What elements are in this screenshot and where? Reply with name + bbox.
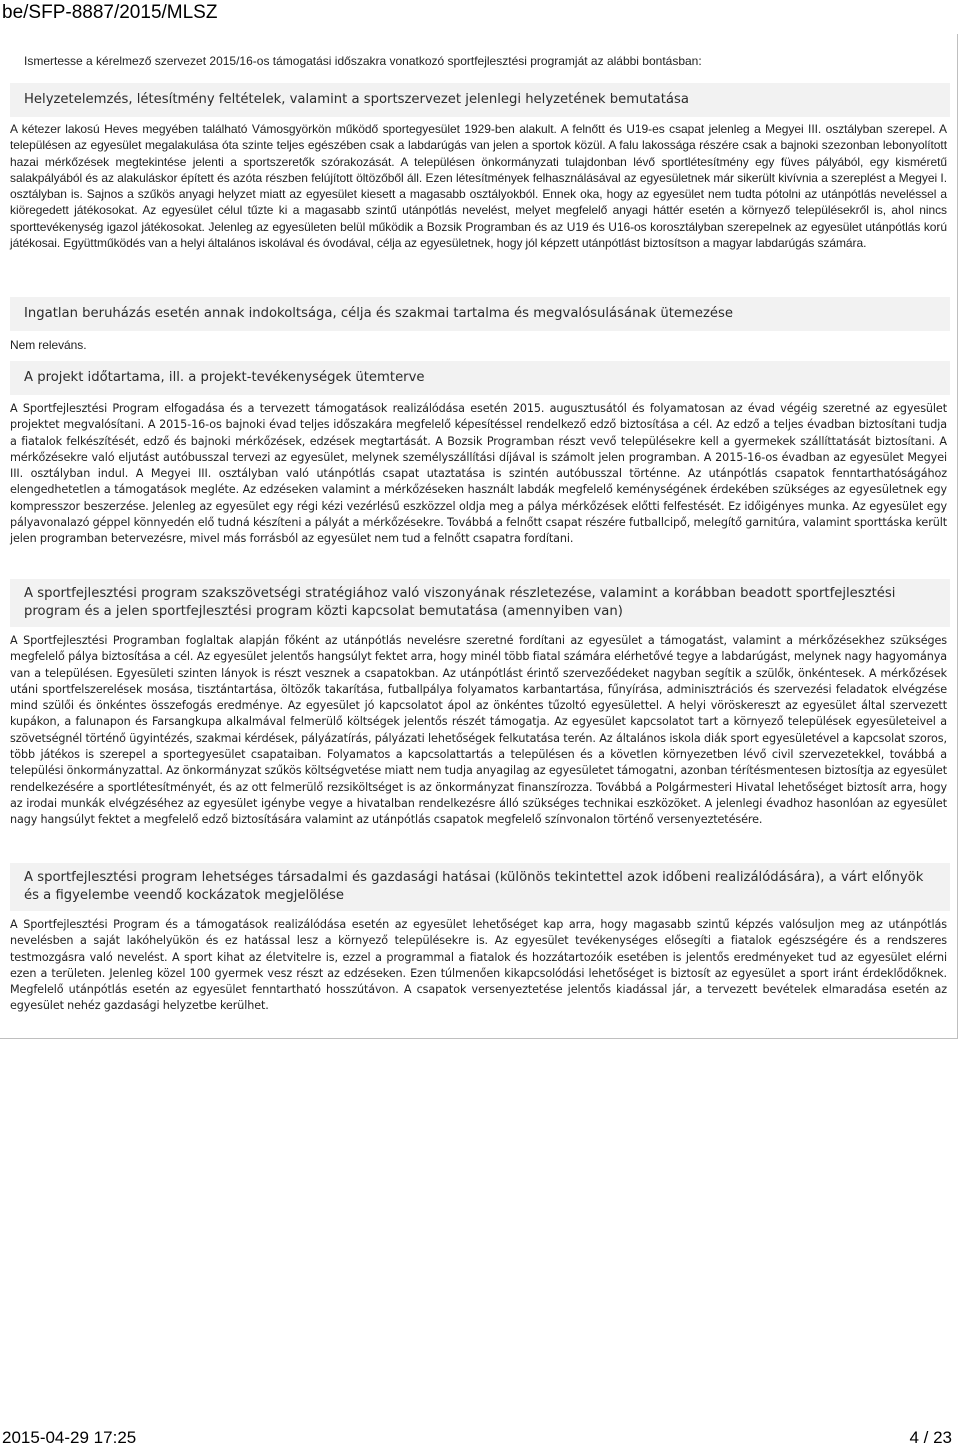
- section-title-situation-analysis: [10, 83, 950, 117]
- section-title-strategy-relation: [10, 579, 950, 627]
- page-footer: [0, 1428, 960, 1450]
- section-title-text: A sportfejlesztési program lehetséges társadalmi és gazdasági hatásai (különös tekintettel azok időbeni realizálódására), a várt előnyök és a figyelembe veendő kockázatok megjelölése: [24, 870, 924, 903]
- section-body-strategy-relation: A Sportfejlesztési Programban foglaltak alapján főként az utánpótlás nevelésre szeretné fordítani az egyesület a támogatást, valamint a mérkőzésekhez szükséges megfelelő pálya biztosítása a cél. Az egyesület jelentős hangsúlyt fektet arra, hogy minél több fiatal számára elérhetővé tegye a labdarúgást, melynek nagy hagyománya van a településen. Egyesületi szinten lányok is részt vesznek a csapatokban. Az utánpótlást érintő szervezőédeket nagyban segítik a szülők, önkéntesek. A mérkőzések utáni sportfelszerelések mosása, tisztántartása, öltözők takarítása, futballpálya folyamatos karbantartása, fűnyírása, adminisztrációs és szervezési feladatok elvégzése mind szülői és önkéntes összefogás eredménye. Az egyesület jó kapcsolatot ápol az önkéntes tűzoltó egyesülettel. A helyi vöröskereszt az egyesület által szervezett kupákon, a falunapon és Farsangkupa alkalmával felmerülő költségek jelentős részét támogatja. Az egyesület kapcsolatot tart a környező települések egyesületeivel a szövetségnél történő ügyintézés, szakmai kérdések, pályázatírás, pályázati lehetőségek felkutatása terén. Az általános iskola diák sport egyesületével a kapcsolat szoros, több játékos is szerepel a sportegyesület csapataiban. Folyamatos a kapcsolattartás a településen és a követlen környezetben lévő civil szervezetekkel, továbbá a települési önkormányzattal. Az önkormányzat szűkös költségvetése miatt nem tudja anyagilag az egyesületet támogatni, azonban térítésmentesen biztosítja az egyesület rendelkezésére a sportlétesítményét, és az ott felmerülő rezsiköltséget is az önkormányzat finanszírozza. Továbbá a Polgármesteri Hivatal lehetőséget biztosít arra, hogy az irodai munkák elvégzéséhez az egyesület igénybe vegye a hivatalban rendelkezésre álló szükséges technikai eszközöket. A jelenlegi évadhoz hasonlóan az egyesület nagy hangsúlyt fektet a megfelelő edző biztosítására valamint az utánpótlás csapatok megfelelő színvonalon történő versenyeztetésére.: [10, 634, 947, 827]
- section-body-property-investment: Nem releváns.: [10, 338, 87, 352]
- section-body-project-schedule: A Sportfejlesztési Program elfogadása és a tervezett támogatások realizálódása esetén 2015. augusztusától és folyamatosan az évad végéig szeretné az egyesület projektet megvalósítani. A 2015-16-os bajnoki évad teljes időszakára megfelelő képesítéssel rendelkező edző biztosítása a cél. Az edző a teljes évadban biztosítani tudja a fiatalok felkészítését, edző és bajnoki mérkőzések, edzések megtartását. A Bozsik Programban részt vevő településekre kell a gyermekek szállíttatását biztosítani. A mérkőzésekre való eljutást autóbusszal tervezi az egyesület, melynek személyszállítási díjával is számolt jelen programban. A 2015-16-os évadban az egyesület Megyei III. osztályban indul. A Megyei III. osztályban való utánpótlás csapat utaztatása is szintén autóbusszal történne. Az utánpótlás csapatok fenntarthatóságához elengedhetetlen a támogatások megléte. Az edzéseken valamint a mérkőzéseken használt labdák megfelelő keménységének érdekében szükséges az egyesületnek egy kompresszor beszerzése. Jelenleg az egyesület egy régi kézi vezérlésű eszközzel oldja meg a pálya mérkőzések előtti felfestését. Ez időigényes munka. Az egyesület egy pályavonalazó géppel könnyedén elő tudná készíteni a pályát a mérkőzésekre. Továbbá a felnőtt csapat részére futballcipő, melegítő garnitúra, valamint sporttáska került jelen programban betervezésre, mivel más forrásból az egyesület nem tud a felnőtt csapatra fordítani.: [10, 402, 947, 546]
- document-id-header: be/SFP-8887/2015/MLSZ: [2, 2, 218, 23]
- section-title-property-investment: [10, 297, 950, 331]
- section-title-text: Helyzetelemzés, létesítmény feltételek, valamint a sportszervezet jelenlegi helyzetének bemutatása: [24, 92, 689, 107]
- section-title-social-economic-impact: [10, 863, 950, 911]
- section-title-text: A sportfejlesztési program szakszövetségi stratégiához való viszonyának részletezése, valamint a korábban beadott sportfejlesztési program és a jelen sportfejlesztési program közti kapcsolat bemutatása (amennyiben van): [24, 586, 896, 619]
- section-title-text: A projekt időtartama, ill. a projekt-tevékenységek ütemterve: [24, 370, 425, 385]
- intro-text: Ismertesse a kérelmező szervezet 2015/16-os támogatási időszakra vonatkozó sportfejlesztési programját az alábbi bontásban:: [24, 54, 702, 68]
- page-number: 4 / 23: [909, 1428, 952, 1447]
- section-body-situation-analysis: A kétezer lakosú Heves megyében található Vámosgyörkön működő sportegyesület 1929-ben alakult. A felnőtt és U19-es csapat jelenleg a Megyei III. osztályban szerepel. A településen az egyesület megalakulása óta szinte teljes egészében csak a labdarúgás van jelen a sportok közül. A falu lakossága részére csak a bajnoki szezonban lebonyolított hazai mérkőzések megtekintése jelenti a sportszeretők szórakozását. A településen önkormányzati tulajdonban lévő sportlétesítmény egy füves pályából, egy kisméretű salakpályából és az alakuláskor épített és azóta részben felújított öltözőből áll. Ezen létesítmények felhasználásával az egyesületnek már sikerült kivívnia a szereplést a Megyei I. osztályban is. Sajnos a szűkös anyagi helyzet miatt az egyesület kiesett a magasabb osztályokból. Ennek oka, hogy az egyesület nem tudta pótolni az utánpótlás neveléssel a kiöregedett játékosokat. Az egyesület célul tűzte ki a magasabb szintű utánpótlás nevelést, melyet megfelelő anyagi háttér esetén a környező településekről is, ahol nincs sporttevékenység igazol játékosokat. Jelenleg az egyesületen belül működik a Bozsik Programban és az U19 és U16-os korosztályban szerepelnek az egyesület utánpótlás korú játékosai. Együttműködés van a helyi általános iskolával és óvodával, célja az egyesületnek, hogy jól képzett utánpótlást biztosítson a magyar labdarúgás számára.: [10, 122, 947, 251]
- section-title-text: Ingatlan beruházás esetén annak indokoltsága, célja és szakmai tartalma és megvalósulásának ütemezése: [24, 306, 733, 321]
- section-body-social-economic-impact: A Sportfejlesztési Program és a támogatások realizálódása esetén az egyesület lehetőséget kap arra, hogy magasabb szintű képzés valósuljon meg az utánpótlás nevelésben a saját lakóhelyükön és ez hatással lesz a környező településekre is. Az egyesület tevékenységes elősegíti a fiatalok egészségére és a rendszeres testmozgásra való nevelést. A sport kihat az életvitelre is, ezzel a programmal a fiatalok és hozzátartozóik esetében is jelentős eredményeket tud az egyesület elérni ezen a területen. Jelenleg közel 100 gyermek vesz részt az edzéseken. Ezen túlmenően kikapcsolódási lehetőséget is biztosít az egyesület a sport iránt érdeklődőknek. Megfelelő utánpótlás esetén az egyesület fenntartható hosszútávon. A csapatok versenyeztetése jelentős kiadással jár, a tervezett bevételek elmaradása esetén az egyesület nehéz gazdasági helyzetbe kerülhet.: [10, 918, 947, 1013]
- footer-timestamp: 2015-04-29 17:25: [2, 1428, 137, 1447]
- section-title-project-schedule: [10, 361, 950, 395]
